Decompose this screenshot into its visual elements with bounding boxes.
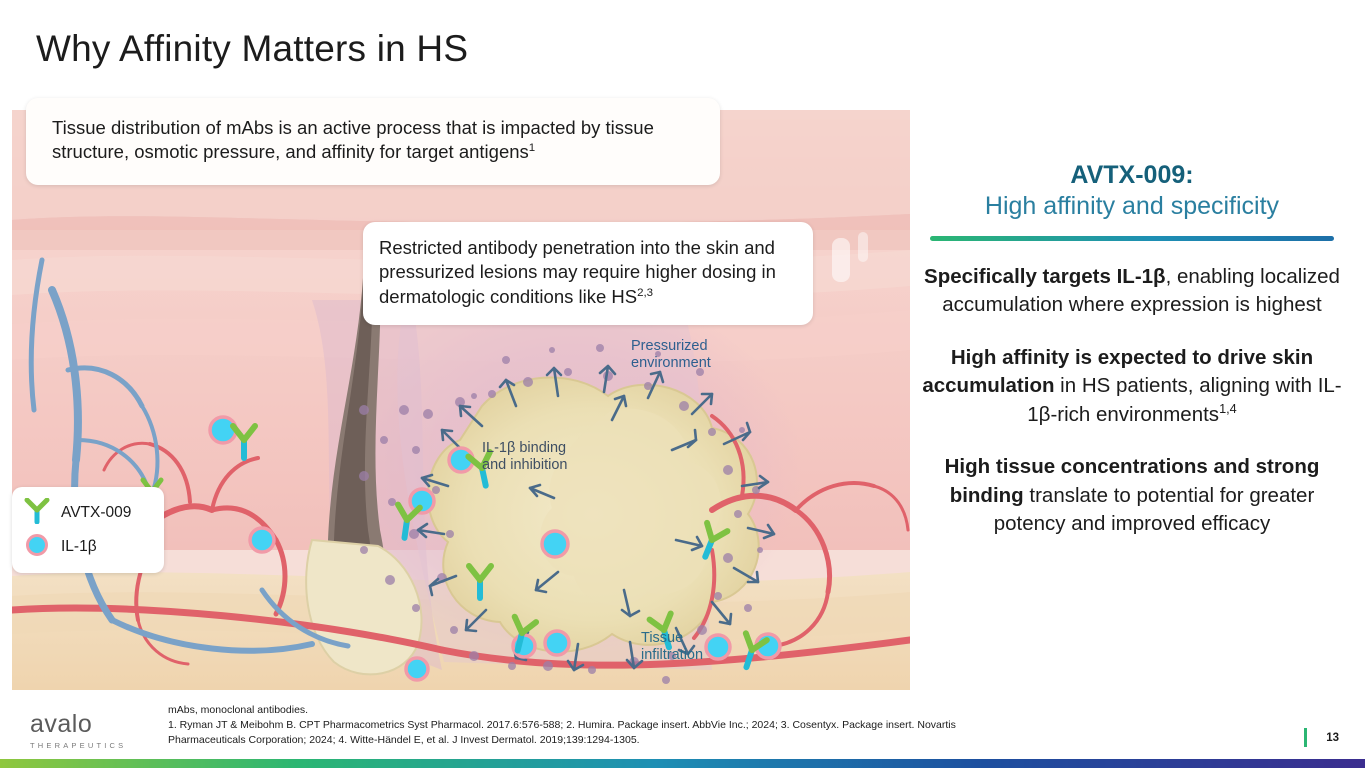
label-binding-line2: and inhibition [482, 457, 568, 474]
logo-tagline: THERAPEUTICS [30, 741, 127, 750]
bullet-high-affinity [912, 344, 1352, 430]
bottom-gradient-bar [0, 759, 1365, 768]
footnote-references-line1: 1. Ryman JT & Meibohm B. CPT Pharmacometrics Syst Pharmacol. 2017.6:576-588; 2. Humira. Package insert. AbbVie Inc.; 2024; 3. Cosentyx. Package insert. Novartis [168, 718, 956, 731]
page-title: Why Affinity Matters in HS [36, 28, 469, 69]
skin-lesion-illustration [12, 110, 910, 690]
legend-item-il1b [22, 530, 154, 564]
bullet-1-rest: , enabling localized accumulation where expression is highest [942, 265, 1340, 317]
callout-2-superscript: 2,3 [637, 286, 654, 299]
bullet-specifically-targets [912, 263, 1352, 320]
label-infiltration-line2: infiltration [641, 647, 704, 664]
cytokine-circle-icon [22, 532, 52, 563]
company-logo [30, 712, 150, 750]
label-pressurized-line1: Pressurized [631, 338, 708, 354]
footnotes [168, 703, 1228, 748]
footnote-references-line2: Pharmaceuticals Corporation; 2024; 4. Witte-Händel E, et al. J Invest Dermatol. 2019;139:1294-1305. [168, 733, 640, 746]
page-number-accent-bar [1304, 728, 1307, 747]
page-number: 13 [1326, 732, 1339, 744]
bullet-3-bold: High tissue concentrations and strong binding [944, 455, 1320, 507]
bullet-2-rest: in HS patients, aligning with IL-1β-rich environments [1027, 373, 1342, 426]
callout-tissue-distribution [26, 98, 720, 185]
label-pressurized-line2: environment [631, 355, 711, 372]
legend-label-il1b: IL-1β [61, 538, 97, 555]
antibody-icon [22, 498, 52, 529]
legend-item-avtx009 [22, 496, 154, 530]
callout-1-text: Tissue distribution of mAbs is an active process that is impacted by tissue structure, osmotic pressure, and affinity for target antigens [52, 117, 654, 163]
bullet-1-bold: Specifically targets IL-1β [924, 265, 1166, 288]
callout-1-superscript: 1 [528, 142, 536, 155]
right-panel-bullets [912, 263, 1352, 538]
right-panel-heading-secondary: High affinity and specificity [984, 191, 1280, 220]
right-panel-divider [930, 236, 1334, 241]
right-panel [912, 160, 1352, 562]
callout-restricted-penetration [363, 222, 813, 325]
legend [12, 487, 164, 573]
bullet-3-rest: translate to potential for greater potency and improved efficacy [993, 483, 1315, 535]
footnote-abbreviations: mAbs, monoclonal antibodies. [168, 704, 309, 716]
label-pressurized-environment [631, 338, 711, 373]
bullet-2-bold: High affinity is expected to drive skin accumulation [922, 345, 1314, 397]
logo-wordmark: avalo [30, 710, 93, 738]
bullet-high-tissue-concentrations [912, 453, 1352, 538]
label-binding-line1: IL-1β binding [482, 440, 567, 456]
callout-2-text: Restricted antibody penetration into the skin and pressurized lesions may require higher dosing in dermatologic conditions like HS [379, 237, 776, 307]
label-infiltration-line1: Tissue [641, 630, 684, 646]
legend-label-avtx009: AVTX-009 [61, 504, 132, 521]
label-tissue-infiltration [641, 630, 703, 665]
right-panel-heading-primary: AVTX-009: [1070, 161, 1194, 189]
bullet-2-superscript: 1,4 [1219, 401, 1237, 417]
label-il1b-binding [482, 440, 567, 475]
